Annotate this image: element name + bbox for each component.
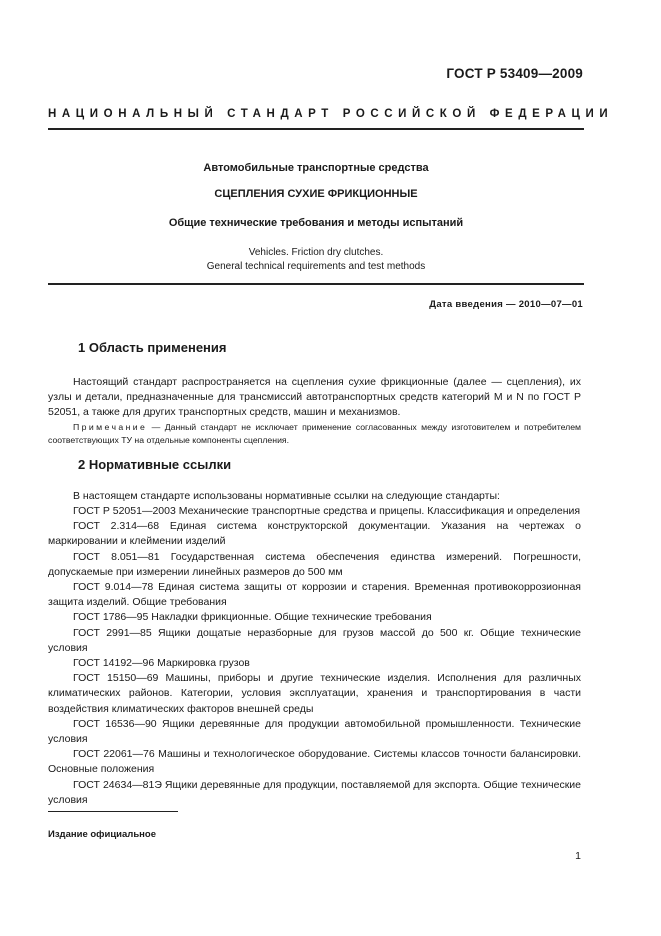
reference-item: ГОСТ 24634—81Э Ящики деревянные для продукции, поставляемой для экспорта. Общие технические условия	[48, 778, 581, 806]
footer-divider	[48, 811, 178, 812]
reference-item: ГОСТ 2991—85 Ящики дощатые неразборные для грузов массой до 500 кг. Общие технические условия	[48, 626, 581, 654]
references-intro: В настоящем стандарте использованы нормативные ссылки на следующие стандарты:	[73, 490, 500, 502]
title-line-2: СЦЕПЛЕНИЯ СУХИЕ ФРИКЦИОННЫЕ	[214, 188, 418, 200]
top-divider	[48, 128, 584, 130]
reference-item: ГОСТ 2.314—68 Единая система конструкторской документации. Указания на чертежах о маркировании и клеймении изделий	[48, 520, 581, 548]
section-1-title: 1 Область применения	[78, 340, 227, 355]
reference-item: ГОСТ 8.051—81 Государственная система обеспечения единства измерений. Погрешности, допускаемые при измерении линейных размеров до 500 мм	[48, 550, 581, 578]
document-number: ГОСТ Р 53409—2009	[446, 66, 583, 81]
section-1-text: Настоящий стандарт распространяется на сцепления сухие фрикционные (далее — сцепления), их узлы и детали, предназначенные для трансмиссий автотранспортных средств категорий M и N по ГОСТ Р 52051, а также для других транспортных средств, машин и механизмов.	[48, 376, 581, 418]
references-list	[48, 504, 581, 808]
reference-item: ГОСТ 15150—69 Машины, приборы и другие технические изделия. Исполнения для различных климатических районов. Категории, условия эксплуатации, хранения и транспортирования в части воздействия климатических факторов внешней среды	[48, 672, 581, 715]
section-2-title: 2 Нормативные ссылки	[78, 457, 232, 472]
title-line-1: Автомобильные транспортные средства	[203, 162, 429, 174]
reference-item: ГОСТ Р 52051—2003 Механические транспортные средства и прицепы. Классификация и определения	[73, 505, 581, 517]
note-label: Примечание	[73, 422, 148, 432]
section-1-note	[48, 421, 581, 447]
introduction-date: Дата введения — 2010—07—01	[429, 299, 583, 310]
reference-item: ГОСТ 14192—96 Маркировка грузов	[73, 657, 250, 670]
title-divider	[48, 283, 584, 285]
reference-item: ГОСТ 1786—95 Накладки фрикционные. Общие технические требования	[73, 611, 432, 624]
national-standard-heading: НАЦИОНАЛЬНЫЙ СТАНДАРТ РОССИЙСКОЙ ФЕДЕРАЦИИ	[48, 108, 614, 120]
section-1-paragraph	[48, 375, 581, 420]
english-title	[48, 246, 584, 274]
english-title-line-2: General technical requirements and test methods	[206, 261, 426, 272]
reference-item: ГОСТ 9.014—78 Единая система защиты от коррозии и старения. Временная противокоррозионная защита изделий. Общие требования	[48, 581, 581, 609]
title-line-3: Общие технические требования и методы испытаний	[168, 217, 464, 229]
page-number: 1	[575, 850, 581, 862]
reference-item: ГОСТ 16536—90 Ящики деревянные для продукции автомобильной промышленности. Технические условия	[48, 717, 581, 746]
official-edition-label: Издание официальное	[48, 829, 156, 840]
note-text: — Данный стандарт не исключает применение согласованных между изготовителем и потребителем соответствующих ТУ на отдельные компоненты сцепления.	[48, 422, 581, 445]
english-title-line-1: Vehicles. Friction dry clutches.	[248, 247, 384, 258]
reference-item: ГОСТ 22061—76 Машины и технологическое оборудование. Системы классов точности балансировки. Основные положения	[48, 748, 581, 776]
